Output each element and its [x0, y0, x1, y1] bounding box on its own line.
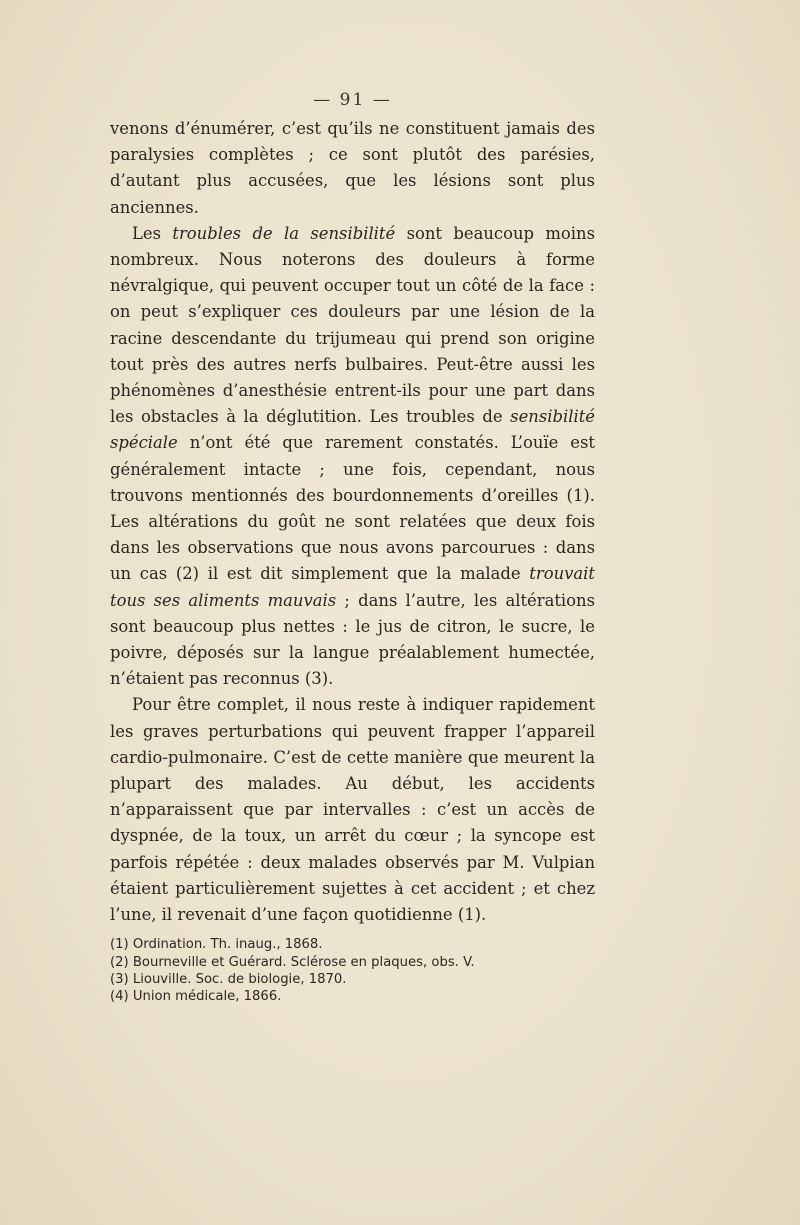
- footnote-2: (2) Bourneville et Guérard. Sclérose en plaques, obs. V.: [110, 954, 475, 970]
- text-block: [110, 90, 595, 1005]
- italic-aliments-mauvais: trouvait tous ses aliments mauvais: [110, 564, 595, 610]
- paragraph-2-text-a: Les: [132, 223, 173, 243]
- footnote-4: (4) Union médicale, 1866.: [110, 988, 282, 1004]
- italic-sensibilite-speciale: sensibilité spéciale: [110, 407, 595, 453]
- footnotes: [110, 936, 595, 1005]
- footnote-1: (1) Ordination. Th. inaug., 1868.: [110, 937, 323, 953]
- paragraph-1: venons d’énumérer, c’est qu’ils ne constituent jamais des paralysies complètes ; ce sont plutôt des parésies, d’autant plus accusées, que les lésions sont plus anciennes.: [110, 119, 595, 217]
- paragraph-2: [110, 221, 595, 693]
- footnote-3: (3) Liouville. Soc. de biologie, 1870.: [110, 971, 347, 987]
- paragraph-2-text-c: n’ont été que rarement constatés. L’ouïe est généralement intacte ; une fois, cependant, nous trouvons mentionnés des bourdonnements d’oreilles (1). Les altérations du goût ne sont relatées que deux fois dans les observations que nous avons parcourues : dans un cas (2) il est dit simplement que la malade: [110, 433, 595, 584]
- paragraph-2-text-b: sont beaucoup moins nombreux. Nous noterons des douleurs à forme névralgique, qui peuvent occuper tout un côté de la face : on peut s’expliquer ces douleurs par une lésion de la racine descendante du trijumeau qui prend son origine tout près des autres nerfs bulbaires. Peut-être aussi les phénomènes d’anesthésie entrent-ils pour une part dans les obstacles à la déglutition. Les troubles de: [110, 223, 595, 427]
- italic-troubles-sensibilite: troubles de la sensibilité: [172, 223, 396, 243]
- paragraph-3: Pour être complet, il nous reste à indiquer rapidement les graves perturbations qui peuvent frapper l’appareil cardio-pulmonaire. C’est de cette manière que meurent la plupart des malades. Au début, les accidents n’apparaissent que par intervalles : c’est un accès de dyspnée, de la toux, un arrêt du cœur ; la syncope est parfois répétée : deux malades observés par M. Vulpian étaient particulièrement sujettes à cet accident ; et chez l’une, il revenait d’une façon quotidienne (1).: [110, 695, 595, 925]
- page-number: — 91 —: [313, 90, 392, 110]
- paragraph-2-text-d: ; dans l’autre, les altérations sont beaucoup plus nettes : le jus de citron, le sucre, le poivre, déposés sur la langue préalablement humectée, n’étaient pas reconnus (3).: [110, 590, 596, 689]
